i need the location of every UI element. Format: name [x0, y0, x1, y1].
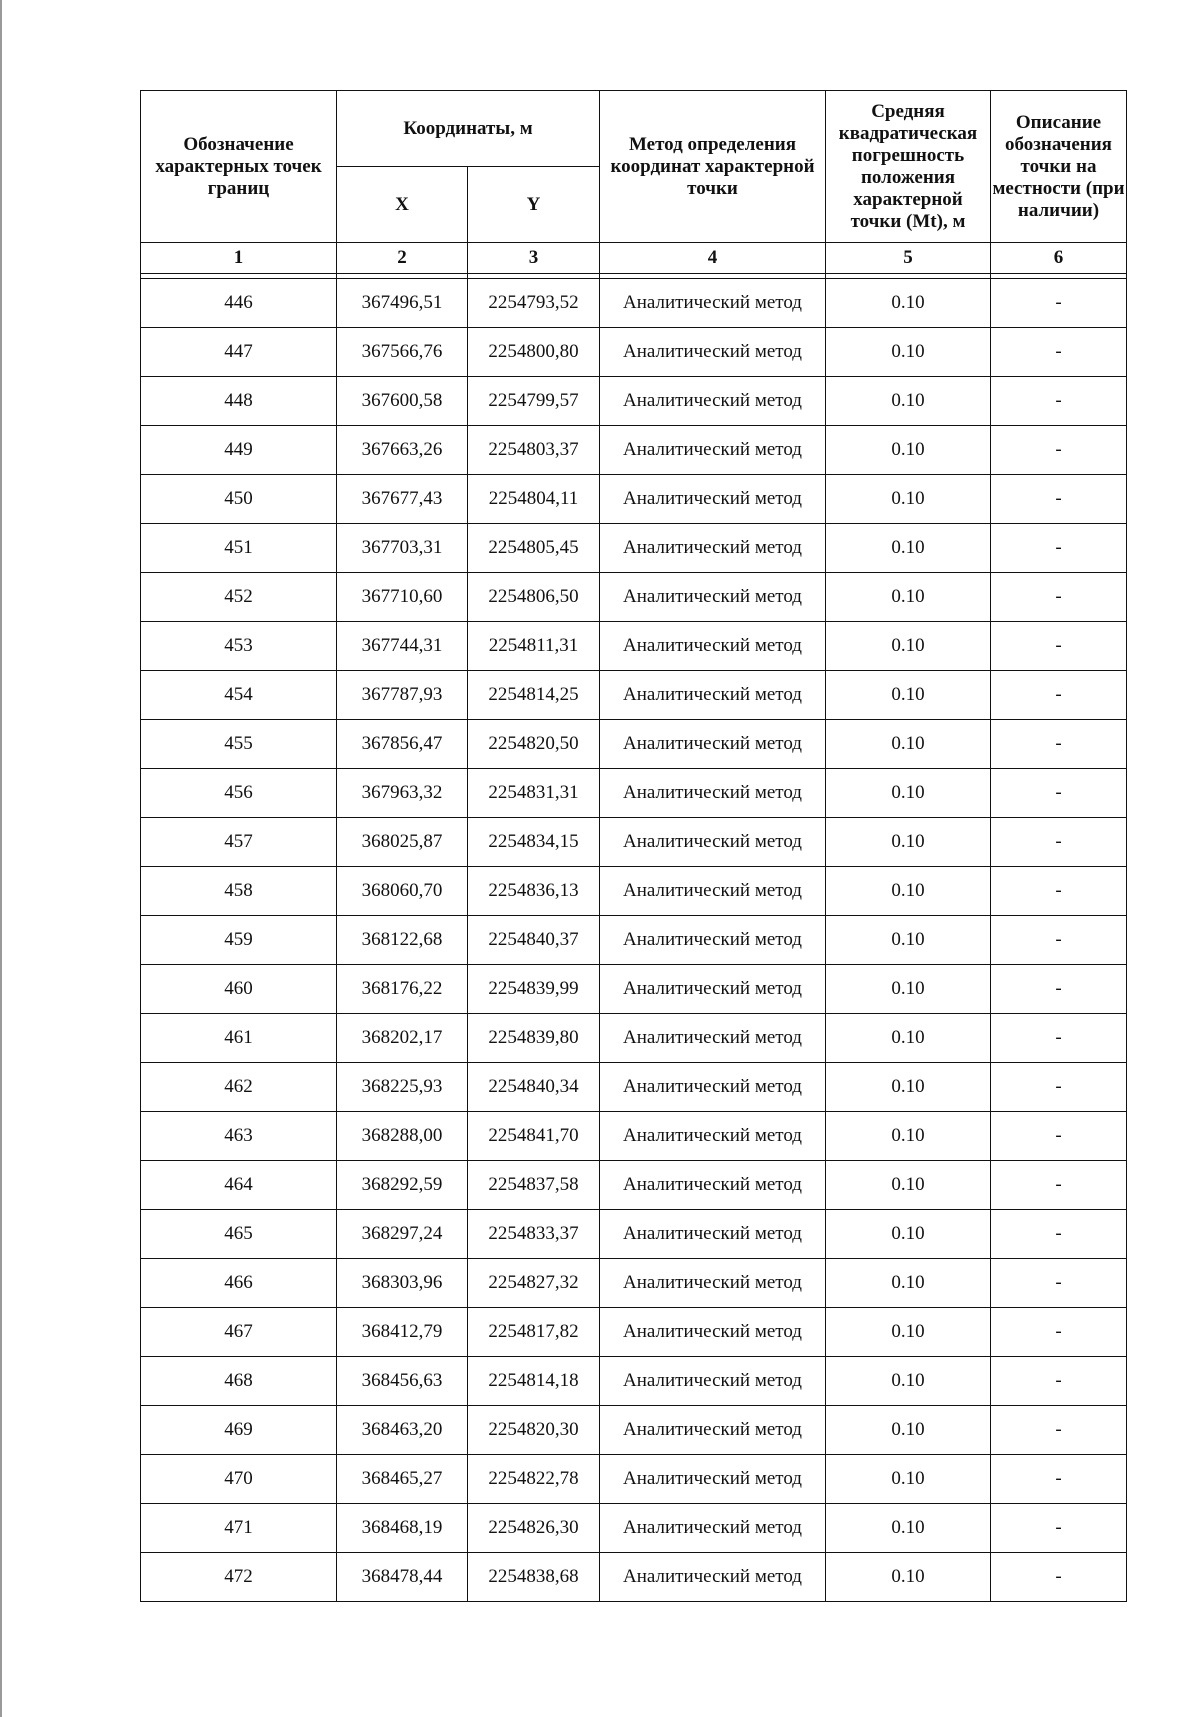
- header-y: Y: [468, 167, 600, 243]
- point-id-cell: 448: [141, 377, 337, 426]
- accuracy-cell: 0.10: [826, 1210, 991, 1259]
- description-cell: -: [991, 1161, 1127, 1210]
- y-coordinate-cell: 2254841,70: [468, 1112, 600, 1161]
- point-id-cell: 466: [141, 1259, 337, 1308]
- description-cell: -: [991, 573, 1127, 622]
- description-cell: -: [991, 1063, 1127, 1112]
- y-coordinate-cell: 2254822,78: [468, 1455, 600, 1504]
- table-row: [141, 1504, 1127, 1553]
- method-cell: Аналитический метод: [600, 769, 826, 818]
- point-id-cell: 467: [141, 1308, 337, 1357]
- method-cell: Аналитический метод: [600, 1210, 826, 1259]
- description-cell: -: [991, 1455, 1127, 1504]
- point-id-cell: 471: [141, 1504, 337, 1553]
- point-id-cell: 458: [141, 867, 337, 916]
- table-row: [141, 1112, 1127, 1161]
- table-row: [141, 818, 1127, 867]
- table-row: [141, 769, 1127, 818]
- method-cell: Аналитический метод: [600, 1553, 826, 1602]
- column-number: 1: [141, 243, 337, 274]
- x-coordinate-cell: 368412,79: [337, 1308, 468, 1357]
- x-coordinate-cell: 367710,60: [337, 573, 468, 622]
- method-cell: Аналитический метод: [600, 916, 826, 965]
- accuracy-cell: 0.10: [826, 769, 991, 818]
- x-coordinate-cell: 368303,96: [337, 1259, 468, 1308]
- table-row: [141, 1161, 1127, 1210]
- table-row: [141, 1210, 1127, 1259]
- accuracy-cell: 0.10: [826, 1553, 991, 1602]
- table-row: [141, 1553, 1127, 1602]
- method-cell: Аналитический метод: [600, 475, 826, 524]
- x-coordinate-cell: 367663,26: [337, 426, 468, 475]
- x-coordinate-cell: 368297,24: [337, 1210, 468, 1259]
- method-cell: Аналитический метод: [600, 1357, 826, 1406]
- method-cell: Аналитический метод: [600, 720, 826, 769]
- y-coordinate-cell: 2254817,82: [468, 1308, 600, 1357]
- accuracy-cell: 0.10: [826, 818, 991, 867]
- y-coordinate-cell: 2254820,50: [468, 720, 600, 769]
- accuracy-cell: 0.10: [826, 475, 991, 524]
- method-cell: Аналитический метод: [600, 377, 826, 426]
- accuracy-cell: 0.10: [826, 1455, 991, 1504]
- x-coordinate-cell: 368456,63: [337, 1357, 468, 1406]
- x-coordinate-cell: 368122,68: [337, 916, 468, 965]
- y-coordinate-cell: 2254804,11: [468, 475, 600, 524]
- y-coordinate-cell: 2254805,45: [468, 524, 600, 573]
- description-cell: -: [991, 720, 1127, 769]
- description-cell: -: [991, 524, 1127, 573]
- accuracy-cell: 0.10: [826, 867, 991, 916]
- x-coordinate-cell: 367744,31: [337, 622, 468, 671]
- y-coordinate-cell: 2254799,57: [468, 377, 600, 426]
- description-cell: -: [991, 622, 1127, 671]
- method-cell: Аналитический метод: [600, 671, 826, 720]
- x-coordinate-cell: 368468,19: [337, 1504, 468, 1553]
- method-cell: Аналитический метод: [600, 1014, 826, 1063]
- x-coordinate-cell: 367600,58: [337, 377, 468, 426]
- header-accuracy: Средняя квадратическая погрешность положения характерной точки (Mt), м: [826, 91, 991, 243]
- description-cell: -: [991, 671, 1127, 720]
- y-coordinate-cell: 2254800,80: [468, 328, 600, 377]
- table-row: [141, 1357, 1127, 1406]
- accuracy-cell: 0.10: [826, 1161, 991, 1210]
- point-id-cell: 450: [141, 475, 337, 524]
- document-sheet: [140, 90, 1126, 1602]
- table-row: [141, 671, 1127, 720]
- point-id-cell: 459: [141, 916, 337, 965]
- point-id-cell: 460: [141, 965, 337, 1014]
- accuracy-cell: 0.10: [826, 1504, 991, 1553]
- accuracy-cell: 0.10: [826, 279, 991, 328]
- point-id-cell: 461: [141, 1014, 337, 1063]
- table-row: [141, 279, 1127, 328]
- accuracy-cell: 0.10: [826, 524, 991, 573]
- header-method: Метод определения координат характерной точки: [600, 91, 826, 243]
- table-row: [141, 1259, 1127, 1308]
- description-cell: -: [991, 377, 1127, 426]
- boundary-points-table: [140, 90, 1127, 1602]
- x-coordinate-cell: 368465,27: [337, 1455, 468, 1504]
- accuracy-cell: 0.10: [826, 1112, 991, 1161]
- point-id-cell: 446: [141, 279, 337, 328]
- point-id-cell: 462: [141, 1063, 337, 1112]
- accuracy-cell: 0.10: [826, 622, 991, 671]
- point-id-cell: 456: [141, 769, 337, 818]
- description-cell: -: [991, 769, 1127, 818]
- accuracy-cell: 0.10: [826, 1357, 991, 1406]
- accuracy-cell: 0.10: [826, 328, 991, 377]
- method-cell: Аналитический метод: [600, 1112, 826, 1161]
- method-cell: Аналитический метод: [600, 524, 826, 573]
- x-coordinate-cell: 367566,76: [337, 328, 468, 377]
- y-coordinate-cell: 2254837,58: [468, 1161, 600, 1210]
- accuracy-cell: 0.10: [826, 573, 991, 622]
- table-row: [141, 965, 1127, 1014]
- method-cell: Аналитический метод: [600, 867, 826, 916]
- accuracy-cell: 0.10: [826, 1406, 991, 1455]
- y-coordinate-cell: 2254814,18: [468, 1357, 600, 1406]
- x-coordinate-cell: 367856,47: [337, 720, 468, 769]
- column-number: 5: [826, 243, 991, 274]
- table-row: [141, 1308, 1127, 1357]
- description-cell: -: [991, 1406, 1127, 1455]
- accuracy-cell: 0.10: [826, 720, 991, 769]
- accuracy-cell: 0.10: [826, 1259, 991, 1308]
- table-row: [141, 622, 1127, 671]
- x-coordinate-cell: 368292,59: [337, 1161, 468, 1210]
- description-cell: -: [991, 1308, 1127, 1357]
- point-id-cell: 468: [141, 1357, 337, 1406]
- description-cell: -: [991, 1014, 1127, 1063]
- method-cell: Аналитический метод: [600, 1406, 826, 1455]
- description-cell: -: [991, 1112, 1127, 1161]
- point-id-cell: 470: [141, 1455, 337, 1504]
- method-cell: Аналитический метод: [600, 622, 826, 671]
- x-coordinate-cell: 368176,22: [337, 965, 468, 1014]
- x-coordinate-cell: 368025,87: [337, 818, 468, 867]
- table-row: [141, 1014, 1127, 1063]
- point-id-cell: 464: [141, 1161, 337, 1210]
- accuracy-cell: 0.10: [826, 1308, 991, 1357]
- header-coordinates: Координаты, м: [337, 91, 600, 167]
- point-id-cell: 447: [141, 328, 337, 377]
- y-coordinate-cell: 2254827,32: [468, 1259, 600, 1308]
- description-cell: -: [991, 328, 1127, 377]
- y-coordinate-cell: 2254834,15: [468, 818, 600, 867]
- y-coordinate-cell: 2254820,30: [468, 1406, 600, 1455]
- y-coordinate-cell: 2254833,37: [468, 1210, 600, 1259]
- x-coordinate-cell: 367787,93: [337, 671, 468, 720]
- y-coordinate-cell: 2254826,30: [468, 1504, 600, 1553]
- description-cell: -: [991, 1210, 1127, 1259]
- point-id-cell: 465: [141, 1210, 337, 1259]
- description-cell: -: [991, 1504, 1127, 1553]
- method-cell: Аналитический метод: [600, 279, 826, 328]
- method-cell: Аналитический метод: [600, 573, 826, 622]
- accuracy-cell: 0.10: [826, 426, 991, 475]
- x-coordinate-cell: 367963,32: [337, 769, 468, 818]
- x-coordinate-cell: 368463,20: [337, 1406, 468, 1455]
- table-row: [141, 1406, 1127, 1455]
- description-cell: -: [991, 1553, 1127, 1602]
- method-cell: Аналитический метод: [600, 1259, 826, 1308]
- table-row: [141, 1455, 1127, 1504]
- column-number: 6: [991, 243, 1127, 274]
- column-number: 2: [337, 243, 468, 274]
- table-row: [141, 377, 1127, 426]
- method-cell: Аналитический метод: [600, 965, 826, 1014]
- scan-edge-line: [0, 0, 2, 1717]
- y-coordinate-cell: 2254838,68: [468, 1553, 600, 1602]
- x-coordinate-cell: 368060,70: [337, 867, 468, 916]
- method-cell: Аналитический метод: [600, 1455, 826, 1504]
- header-x: X: [337, 167, 468, 243]
- column-number: 3: [468, 243, 600, 274]
- method-cell: Аналитический метод: [600, 1504, 826, 1553]
- point-id-cell: 457: [141, 818, 337, 867]
- description-cell: -: [991, 965, 1127, 1014]
- x-coordinate-cell: 368478,44: [337, 1553, 468, 1602]
- table-row: [141, 867, 1127, 916]
- x-coordinate-cell: 367703,31: [337, 524, 468, 573]
- table-row: [141, 916, 1127, 965]
- description-cell: -: [991, 818, 1127, 867]
- table-row: [141, 426, 1127, 475]
- method-cell: Аналитический метод: [600, 1063, 826, 1112]
- method-cell: Аналитический метод: [600, 1161, 826, 1210]
- y-coordinate-cell: 2254839,99: [468, 965, 600, 1014]
- table-row: [141, 1063, 1127, 1112]
- description-cell: -: [991, 916, 1127, 965]
- accuracy-cell: 0.10: [826, 1014, 991, 1063]
- point-id-cell: 451: [141, 524, 337, 573]
- method-cell: Аналитический метод: [600, 1308, 826, 1357]
- y-coordinate-cell: 2254836,13: [468, 867, 600, 916]
- method-cell: Аналитический метод: [600, 328, 826, 377]
- point-id-cell: 449: [141, 426, 337, 475]
- table-row: [141, 475, 1127, 524]
- method-cell: Аналитический метод: [600, 426, 826, 475]
- y-coordinate-cell: 2254839,80: [468, 1014, 600, 1063]
- x-coordinate-cell: 368225,93: [337, 1063, 468, 1112]
- accuracy-cell: 0.10: [826, 671, 991, 720]
- y-coordinate-cell: 2254840,34: [468, 1063, 600, 1112]
- y-coordinate-cell: 2254803,37: [468, 426, 600, 475]
- description-cell: -: [991, 426, 1127, 475]
- x-coordinate-cell: 367496,51: [337, 279, 468, 328]
- table-body: [141, 279, 1127, 1602]
- y-coordinate-cell: 2254811,31: [468, 622, 600, 671]
- accuracy-cell: 0.10: [826, 965, 991, 1014]
- description-cell: -: [991, 1357, 1127, 1406]
- x-coordinate-cell: 367677,43: [337, 475, 468, 524]
- table-row: [141, 328, 1127, 377]
- point-id-cell: 454: [141, 671, 337, 720]
- header-designation: Обозначение характерных точек границ: [141, 91, 337, 243]
- description-cell: -: [991, 1259, 1127, 1308]
- y-coordinate-cell: 2254814,25: [468, 671, 600, 720]
- description-cell: -: [991, 867, 1127, 916]
- point-id-cell: 452: [141, 573, 337, 622]
- method-cell: Аналитический метод: [600, 818, 826, 867]
- description-cell: -: [991, 279, 1127, 328]
- y-coordinate-cell: 2254793,52: [468, 279, 600, 328]
- point-id-cell: 472: [141, 1553, 337, 1602]
- x-coordinate-cell: 368202,17: [337, 1014, 468, 1063]
- accuracy-cell: 0.10: [826, 916, 991, 965]
- y-coordinate-cell: 2254806,50: [468, 573, 600, 622]
- column-number: 4: [600, 243, 826, 274]
- description-cell: -: [991, 475, 1127, 524]
- point-id-cell: 455: [141, 720, 337, 769]
- x-coordinate-cell: 368288,00: [337, 1112, 468, 1161]
- accuracy-cell: 0.10: [826, 1063, 991, 1112]
- point-id-cell: 463: [141, 1112, 337, 1161]
- header-description: Описание обозначения точки на местности (при наличии): [991, 91, 1127, 243]
- accuracy-cell: 0.10: [826, 377, 991, 426]
- table-row: [141, 720, 1127, 769]
- point-id-cell: 469: [141, 1406, 337, 1455]
- y-coordinate-cell: 2254840,37: [468, 916, 600, 965]
- point-id-cell: 453: [141, 622, 337, 671]
- table-row: [141, 573, 1127, 622]
- table-row: [141, 524, 1127, 573]
- y-coordinate-cell: 2254831,31: [468, 769, 600, 818]
